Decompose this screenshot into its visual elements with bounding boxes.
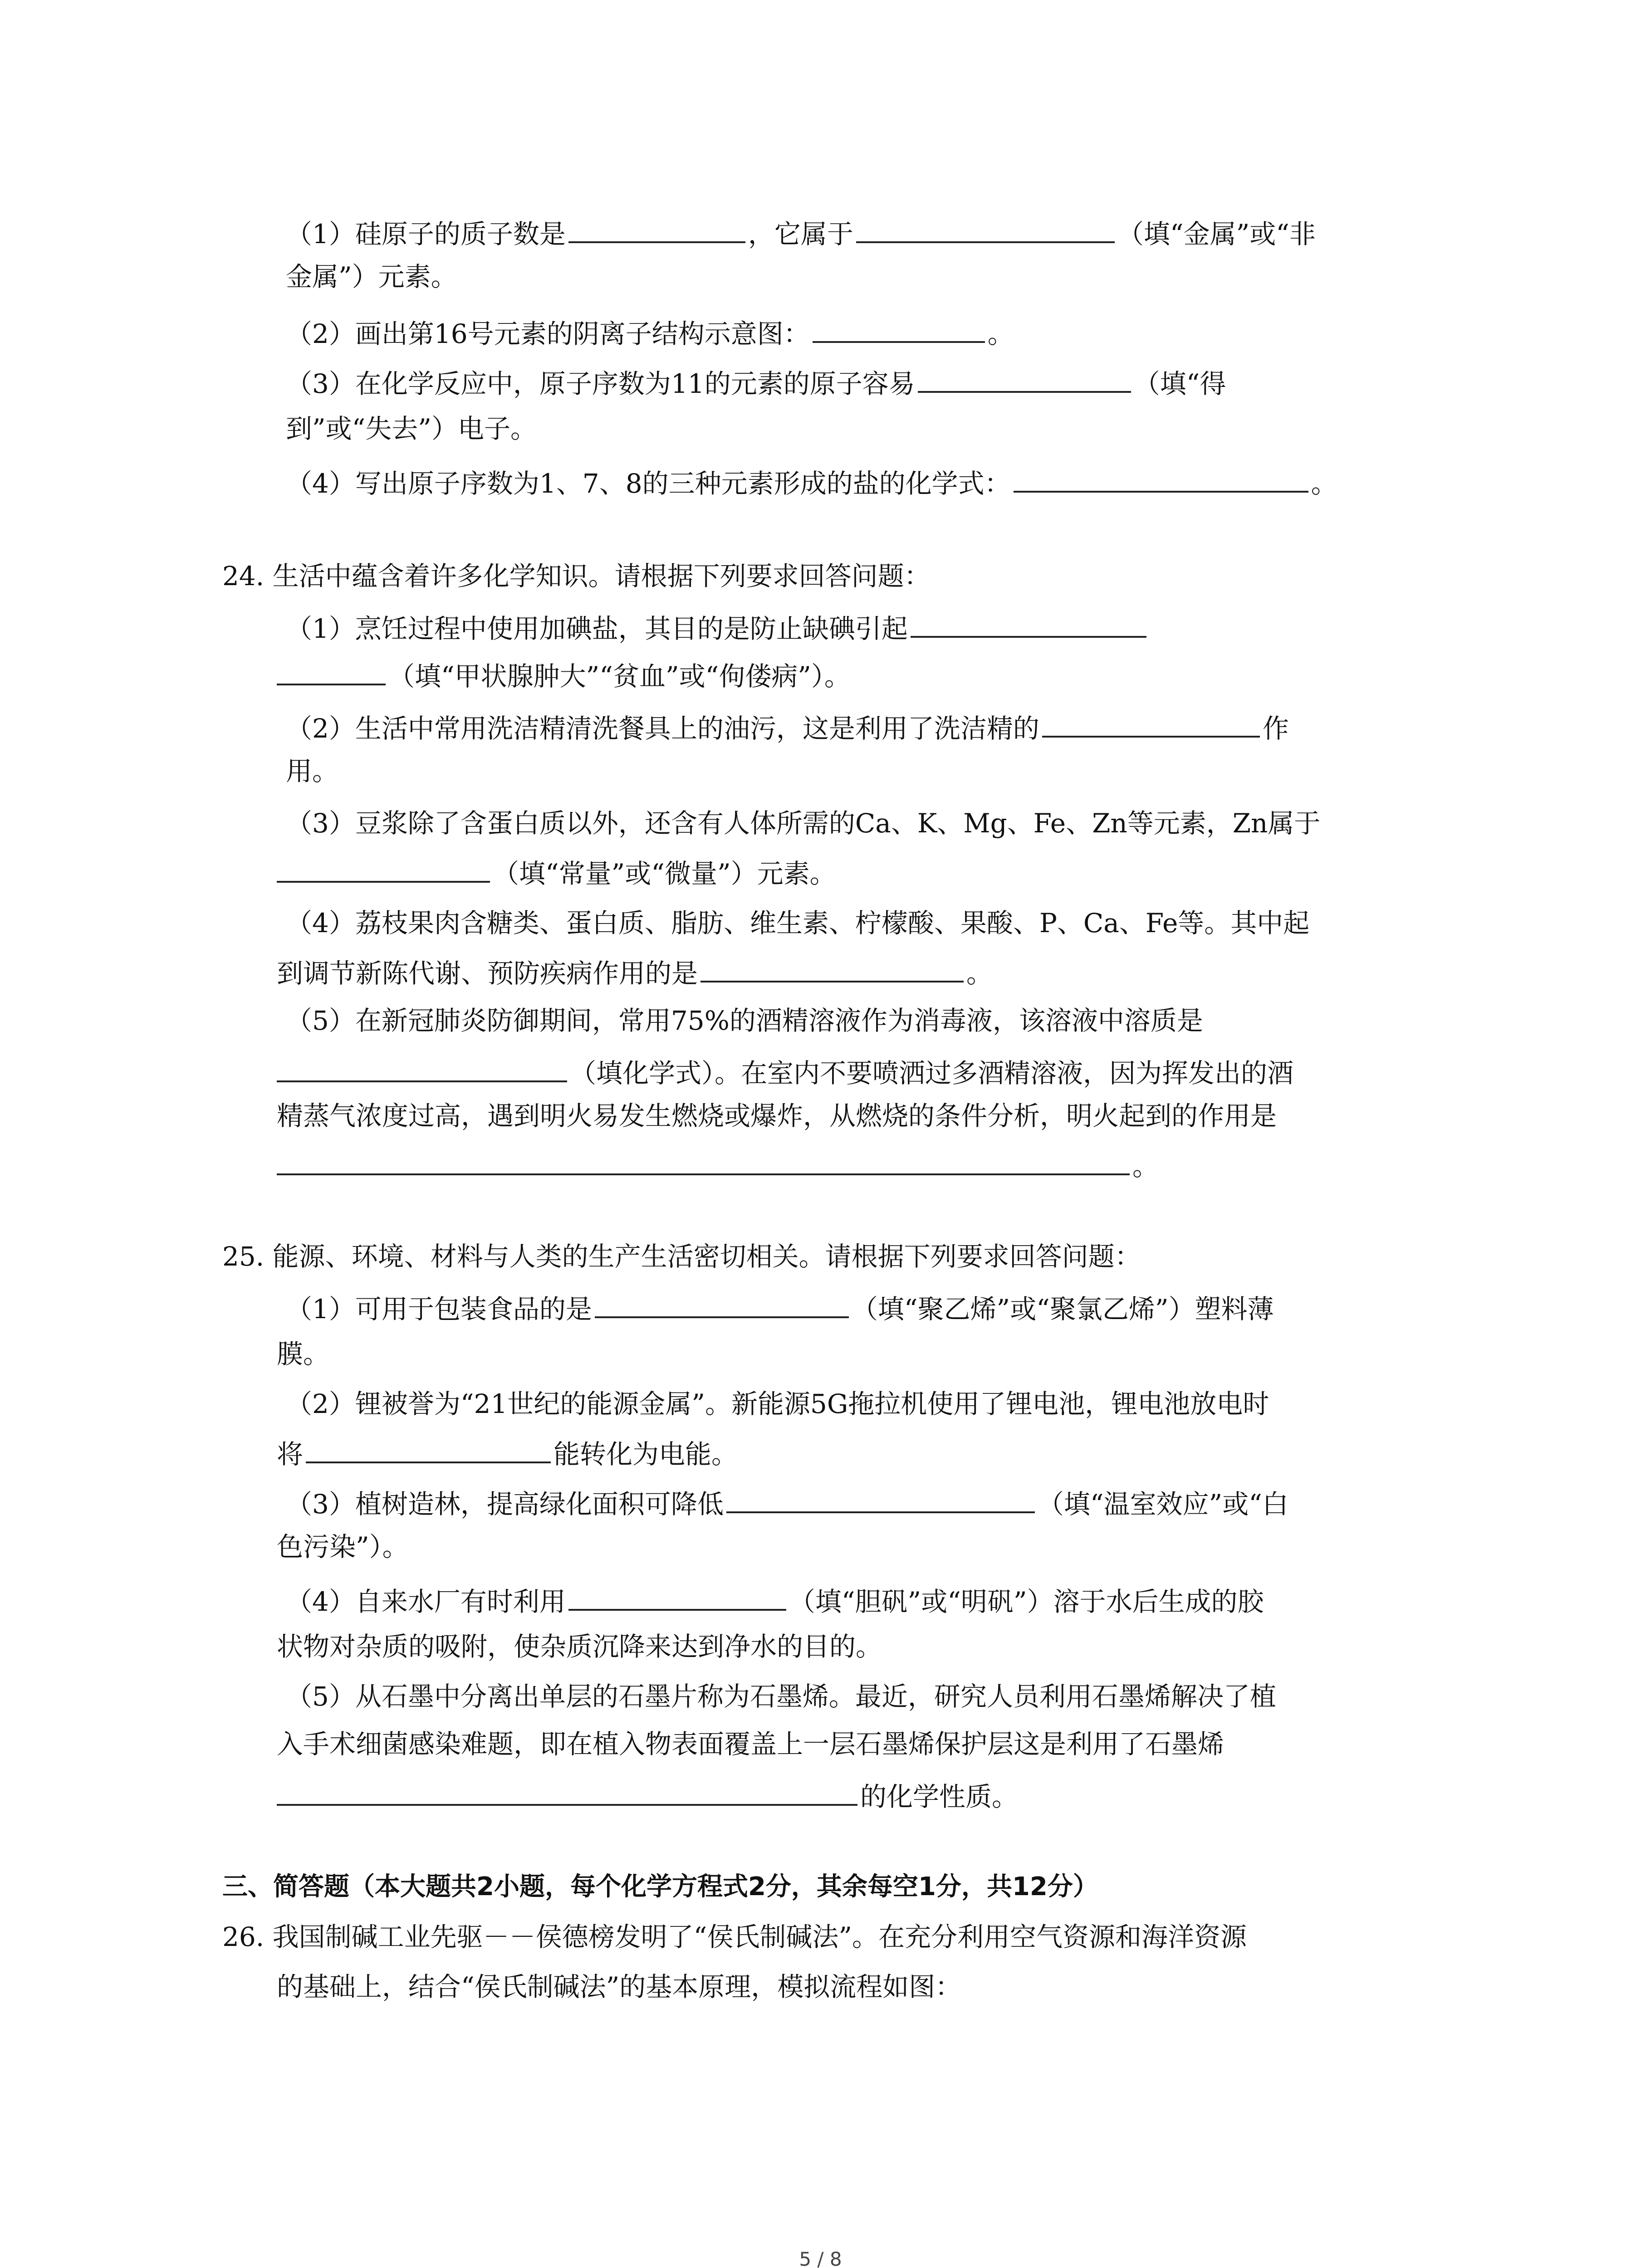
- q24-part5-text-c: 精蒸气浓度过高，遇到明火易发生燃烧或爆炸，从燃烧的条件分析，明火起到的作用是: [277, 1100, 1277, 1131]
- q25-part4-line1: [286, 1581, 1264, 1617]
- answer-blank[interactable]: [813, 313, 985, 343]
- q25-part5-line3: [277, 1776, 1018, 1812]
- q25-part1-text-b: （填“聚乙烯”或“聚氯乙烯”）塑料薄: [851, 1294, 1274, 1325]
- q25-part2-text-c: 能转化为电能。: [554, 1439, 738, 1470]
- q25-stem-text: 25. 能源、环境、材料与人类的生产生活密切相关。请根据下列要求回答问题：: [222, 1241, 1141, 1272]
- q25-part2-text-b: 将: [277, 1439, 304, 1470]
- answer-blank[interactable]: [277, 655, 386, 685]
- q24-part5-text-b: （填化学式）。在室内不要喷洒过多酒精溶液，因为挥发出的酒: [570, 1058, 1294, 1089]
- q24-part5-line3: [277, 1098, 1277, 1134]
- q25-part3-text-b: （填“温室效应”或“白: [1037, 1489, 1288, 1520]
- q26-text-1: 26. 我国制碱工业先驱－－侯德榜发明了“侯氏制碱法”。在充分利用空气资源和海洋资源: [222, 1921, 1247, 1952]
- answer-blank[interactable]: [277, 1145, 1130, 1175]
- q24-part4-text-c: 。: [966, 958, 993, 989]
- q26-text-2: 的基础上，结合“侯氏制碱法”的基本原理，模拟流程如图：: [277, 1971, 962, 2002]
- q23-part3-line2: [286, 411, 537, 447]
- q24-part3-text-a: （3）豆浆除了含蛋白质以外，还含有人体所需的Ca、K、Mg、Fe、Zn等元素，Zn属于: [286, 808, 1321, 839]
- answer-blank[interactable]: [726, 1483, 1035, 1513]
- q25-part1-line2: [277, 1336, 329, 1372]
- q23-part1-text-d: 金属”）元素。: [286, 261, 457, 292]
- q25-part5-text-b: 入手术细菌感染难题，即在植入物表面覆盖上一层石墨烯保护层这是利用了石墨烯: [277, 1729, 1225, 1760]
- q26-line1: [222, 1919, 1247, 1955]
- q24-part5-line2: [277, 1052, 1293, 1089]
- q25-part1-line1: [286, 1288, 1274, 1325]
- q23-part2-line: [286, 313, 1014, 349]
- q24-part2-text-c: 用。: [286, 756, 339, 787]
- q23-part1-text-a: （1）硅原子的质子数是: [286, 219, 566, 249]
- q24-part1-line2: [277, 655, 851, 692]
- answer-blank[interactable]: [277, 853, 490, 883]
- answer-blank[interactable]: [911, 608, 1146, 638]
- q25-part1-text-c: 膜。: [277, 1339, 330, 1369]
- q24-stem-text: 24. 生活中蕴含着许多化学知识。请根据下列要求回答问题：: [222, 561, 931, 591]
- q24-part3-text-b: （填“常量”或“微量”）元素。: [493, 858, 836, 889]
- q25-part3-text-a: （3）植树造林，提高绿化面积可降低: [286, 1489, 724, 1520]
- q23-part1-text-b: ，它属于: [748, 219, 853, 249]
- q24-part2-text-a: （2）生活中常用洗洁精清洗餐具上的油污，这是利用了洗洁精的: [286, 713, 1039, 744]
- q24-part5-line4: [277, 1145, 1159, 1182]
- q24-part1-text-b: （填“甲状腺肿大”“贫血”或“佝偻病”）。: [388, 661, 851, 692]
- q23-part4-line: [286, 463, 1337, 499]
- answer-blank[interactable]: [856, 213, 1115, 243]
- answer-blank[interactable]: [918, 363, 1131, 393]
- answer-blank[interactable]: [700, 953, 964, 982]
- q23-part4-text-a: （4）写出原子序数为1、7、8的三种元素形成的盐的化学式：: [286, 468, 1011, 499]
- q25-part3-text-c: 色污染”）。: [277, 1531, 409, 1562]
- q25-part2-line1: [286, 1386, 1269, 1422]
- answer-blank[interactable]: [277, 1776, 857, 1806]
- answer-blank[interactable]: [1042, 708, 1260, 738]
- q23-part3-text-a: （3）在化学反应中，原子序数为11的元素的原子容易: [286, 368, 915, 399]
- q25-part5-text-c: 的化学性质。: [860, 1781, 1019, 1812]
- q25-part4-line2: [277, 1628, 882, 1665]
- answer-blank[interactable]: [1014, 463, 1308, 493]
- answer-blank[interactable]: [306, 1433, 551, 1463]
- q24-part3-line2: [277, 853, 836, 889]
- q25-part4-text-c: 状物对杂质的吸附，使杂质沉降来达到净水的目的。: [277, 1631, 882, 1662]
- q26-line2: [277, 1969, 961, 2005]
- q23-part4-text-b: 。: [1311, 468, 1337, 499]
- q25-part5-line1: [286, 1678, 1276, 1715]
- q24-part4-text-a: （4）荔枝果肉含糖类、蛋白质、脂肪、维生素、柠檬酸、果酸、P、Ca、Fe等。其中起: [286, 908, 1310, 938]
- answer-blank[interactable]: [277, 1052, 567, 1082]
- q25-part5-text-a: （5）从石墨中分离出单层的石墨片称为石墨烯。最近，研究人员利用石墨烯解决了植: [286, 1681, 1276, 1712]
- page-number: 5 / 8: [799, 2248, 842, 2268]
- q23-part2-text-b: 。: [987, 318, 1014, 349]
- q24-part1-text-a: （1）烹饪过程中使用加碘盐，其目的是防止缺碘引起: [286, 613, 908, 644]
- q23-part2-text-a: （2）画出第16号元素的阴离子结构示意图：: [286, 318, 810, 349]
- q23-part3-text-b: （填“得: [1133, 368, 1226, 399]
- q24-part4-line2: [277, 953, 993, 989]
- q24-part5-text-a: （5）在新冠肺炎防御期间，常用75%的酒精溶液作为消毒液，该溶液中溶质是: [286, 1005, 1203, 1036]
- q25-part2-line2: [277, 1433, 738, 1470]
- answer-blank[interactable]: [568, 1581, 786, 1611]
- q25-part2-text-a: （2）锂被誉为“21世纪的能源金属”。新能源5G拖拉机使用了锂电池，锂电池放电时: [286, 1388, 1269, 1419]
- q24-part2-line1: [286, 708, 1289, 744]
- q23-part3-text-c: 到”或“失去”）电子。: [286, 413, 537, 444]
- q24-stem: [222, 558, 931, 594]
- section-heading: [222, 1869, 1098, 1905]
- q25-part3-line1: [286, 1483, 1288, 1520]
- q25-part5-line2: [277, 1726, 1224, 1762]
- q24-part4-text-b: 到调节新陈代谢、预防疾病作用的是: [277, 958, 698, 989]
- q24-part2-text-b: 作: [1262, 713, 1289, 744]
- q25-part4-text-a: （4）自来水厂有时利用: [286, 1586, 566, 1617]
- q23-part1-line1: [286, 213, 1316, 249]
- answer-blank[interactable]: [568, 213, 745, 243]
- q23-part1-line2: [286, 259, 457, 295]
- q25-part1-text-a: （1）可用于包装食品的是: [286, 1294, 592, 1325]
- q24-part1-line1: [286, 608, 1149, 644]
- q24-part5-text-d: 。: [1132, 1151, 1159, 1182]
- q23-part1-text-c: （填“金属”或“非: [1117, 219, 1316, 249]
- q25-part4-text-b: （填“胆矾”或“明矾”）溶于水后生成的胶: [789, 1586, 1264, 1617]
- q24-part2-line2: [286, 753, 338, 789]
- q24-part4-line1: [286, 905, 1309, 941]
- q24-part5-line1: [286, 1002, 1203, 1039]
- answer-blank[interactable]: [595, 1288, 849, 1318]
- q23-part3-line1: [286, 363, 1226, 399]
- q24-part3-line1: [286, 805, 1320, 841]
- q25-stem: [222, 1238, 1141, 1275]
- q25-part3-line2: [277, 1529, 409, 1565]
- section-heading-text: 三、简答题（本大题共2小题，每个化学方程式2分，其余每空1分，共12分）: [222, 1872, 1098, 1901]
